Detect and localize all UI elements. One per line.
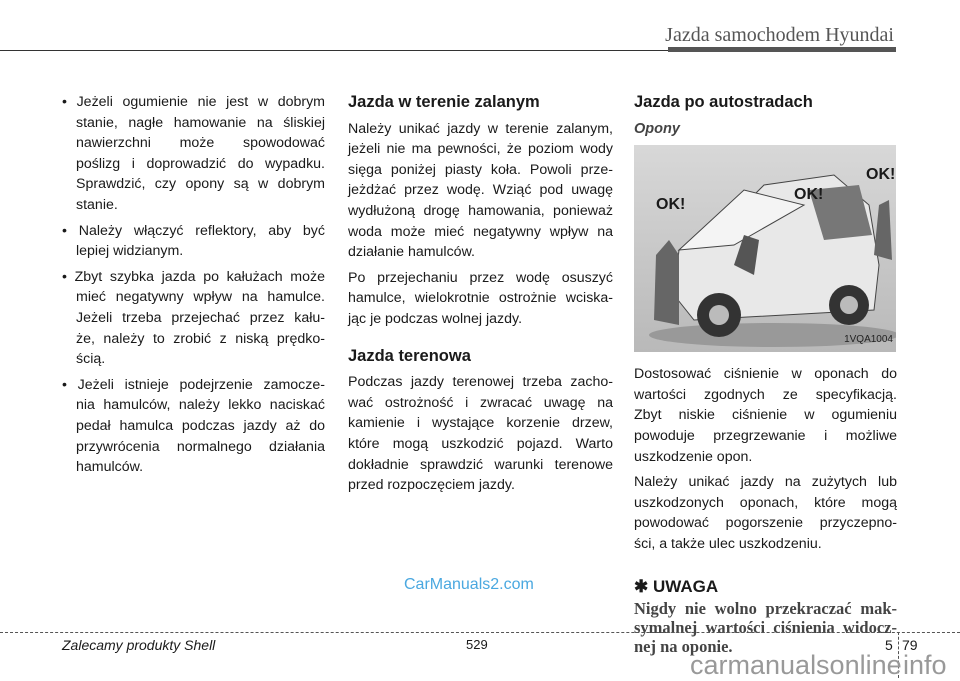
section-title-flooded: Jazda w terenie zalanym	[348, 93, 540, 111]
text-line: uszkodzonych oponach, które mogą	[634, 494, 897, 511]
text-line: jeżdżać przez wodę. Wziąć pod uwagę	[348, 182, 613, 199]
text-line: jąc je podczas wolnej jazdy.	[348, 310, 523, 327]
text-line: Sprawdzić, czy opony są w dobrym	[76, 176, 325, 193]
text-line: wartości zgodnych ze specyfikacją.	[634, 386, 897, 403]
text-line: Dostosować ciśnienie w oponach do	[634, 366, 897, 383]
page-number: 79	[902, 637, 918, 653]
text-line: woda może mieć negatywny wpływ na	[348, 223, 613, 240]
text-line: • Zbyt szybka jazda po kałużach może	[62, 268, 325, 285]
text-line: powoduje przegrzewanie i możliwe	[634, 427, 897, 444]
section-title-highway: Jazda po autostradach	[634, 93, 813, 111]
text-line: powodować pogorszenie przyczepno-	[634, 515, 897, 532]
watermark: carmanualsonline	[690, 650, 902, 680]
running-header: Jazda samochodem Hyundai	[665, 24, 894, 46]
text-line: pedał hamulca podczas jazdy aż do	[76, 417, 325, 434]
text-line: wydłużoną drogę hamowania, ponieważ	[348, 202, 613, 219]
text-line: przywrócenia normalnego działania	[76, 438, 325, 455]
text-line: • Jeżeli ogumienie nie jest w dobrym	[62, 94, 325, 110]
warning-text	[634, 599, 897, 656]
ok-label: OK!	[656, 196, 686, 214]
footer-rule	[0, 632, 960, 633]
text-line: symalnej wartości ciśnienia widocz-	[634, 618, 897, 638]
text-line: sięga poniżej piasty koła. Powoli prze-	[348, 161, 613, 178]
text-line: działanie hamulców.	[348, 244, 475, 261]
figure-caption: 1VQA1004	[844, 333, 893, 345]
text-line: lepiej widzianym.	[76, 243, 184, 260]
text-line: że, należy to zrobić z niską prędko-	[76, 330, 325, 347]
text-line: ścią.	[76, 351, 106, 368]
text-line: przed rozpoczęciem jazdy.	[348, 477, 515, 494]
bullet-item	[62, 267, 325, 370]
ok-label: OK!	[794, 186, 824, 204]
section-number: 5	[885, 637, 893, 653]
paragraph	[634, 472, 897, 554]
text-line: hamulce, wielokrotnie ostrożnie wciska-	[348, 290, 613, 307]
text-line: Należy unikać jazdy w terenie zalanym,	[348, 120, 613, 137]
text-line: nej na oponie.	[634, 637, 733, 657]
car-illustration-icon	[634, 145, 896, 352]
paragraph	[348, 268, 613, 330]
header-bar	[668, 47, 896, 52]
text-line: Należy unikać jazdy na zużytych lub	[634, 474, 897, 491]
bullet-item	[62, 375, 325, 478]
right-column	[634, 92, 897, 656]
text-line: Po przejechaniu przez wodę osuszyć	[348, 269, 613, 286]
tire-check-illustration	[634, 145, 896, 352]
text-line: poślizg i doprowadzić do wypadku.	[76, 155, 325, 172]
text-line: dokładnie sprawdzić warunki terenowe	[348, 456, 613, 473]
bullet-item	[62, 92, 325, 216]
paragraph	[348, 119, 613, 263]
footer-note: Zalecamy produkty Shell	[62, 637, 216, 653]
left-column	[62, 92, 325, 483]
text-line: Jeżeli trzeba przejechać przez kału-	[76, 309, 325, 326]
text-line: stanie, nagłe hamowanie na śliskiej	[76, 114, 325, 131]
text-line: kamienie i wystające korzenie drzew,	[348, 415, 613, 432]
text-line: nawierzchni może spowodować	[76, 135, 325, 152]
watermark: info	[903, 650, 947, 680]
text-line: Zbyt niskie ciśnienie w ogumieniu	[634, 407, 897, 424]
paragraph	[634, 364, 897, 467]
text-line: uszkodzenie opon.	[634, 448, 753, 465]
middle-column	[348, 92, 613, 501]
ok-label: OK!	[866, 166, 896, 184]
text-line: • Należy włączyć reflektory, aby być	[62, 222, 325, 239]
text-line: • Jeżeli istnieje podejrzenie zamocze-	[62, 376, 325, 393]
bullet-item	[62, 221, 325, 262]
section-title-offroad: Jazda terenowa	[348, 346, 471, 365]
text-line: hamulców.	[76, 459, 144, 476]
text-line: stanie.	[76, 196, 118, 213]
text-line: Nigdy nie wolno przekraczać mak-	[634, 599, 897, 619]
text-line: nia hamulców, należy lekko naciskać	[76, 397, 325, 414]
subsection-title: Opony	[634, 120, 680, 137]
watermark[interactable]: CarManuals2.com	[404, 576, 534, 593]
text-line: jeżeli nie ma pewności, że poziom wody	[348, 141, 613, 158]
text-line: ści, a także ulec uszkodzeniu.	[634, 535, 822, 552]
header-rule	[0, 50, 668, 51]
text-line: które mogą uszkodzić pojazd. Warto	[348, 435, 613, 452]
text-line: Podczas jazdy terenowej trzeba zacho-	[348, 374, 613, 391]
footer-page-total: 529	[466, 637, 488, 652]
text-line: wać ostrożność i zwracać uwagę na	[348, 394, 613, 411]
paragraph	[348, 372, 613, 496]
warning-title: ✱ UWAGA	[634, 576, 719, 596]
text-line: mieć negatywny wpływ na hamulce.	[76, 289, 325, 306]
